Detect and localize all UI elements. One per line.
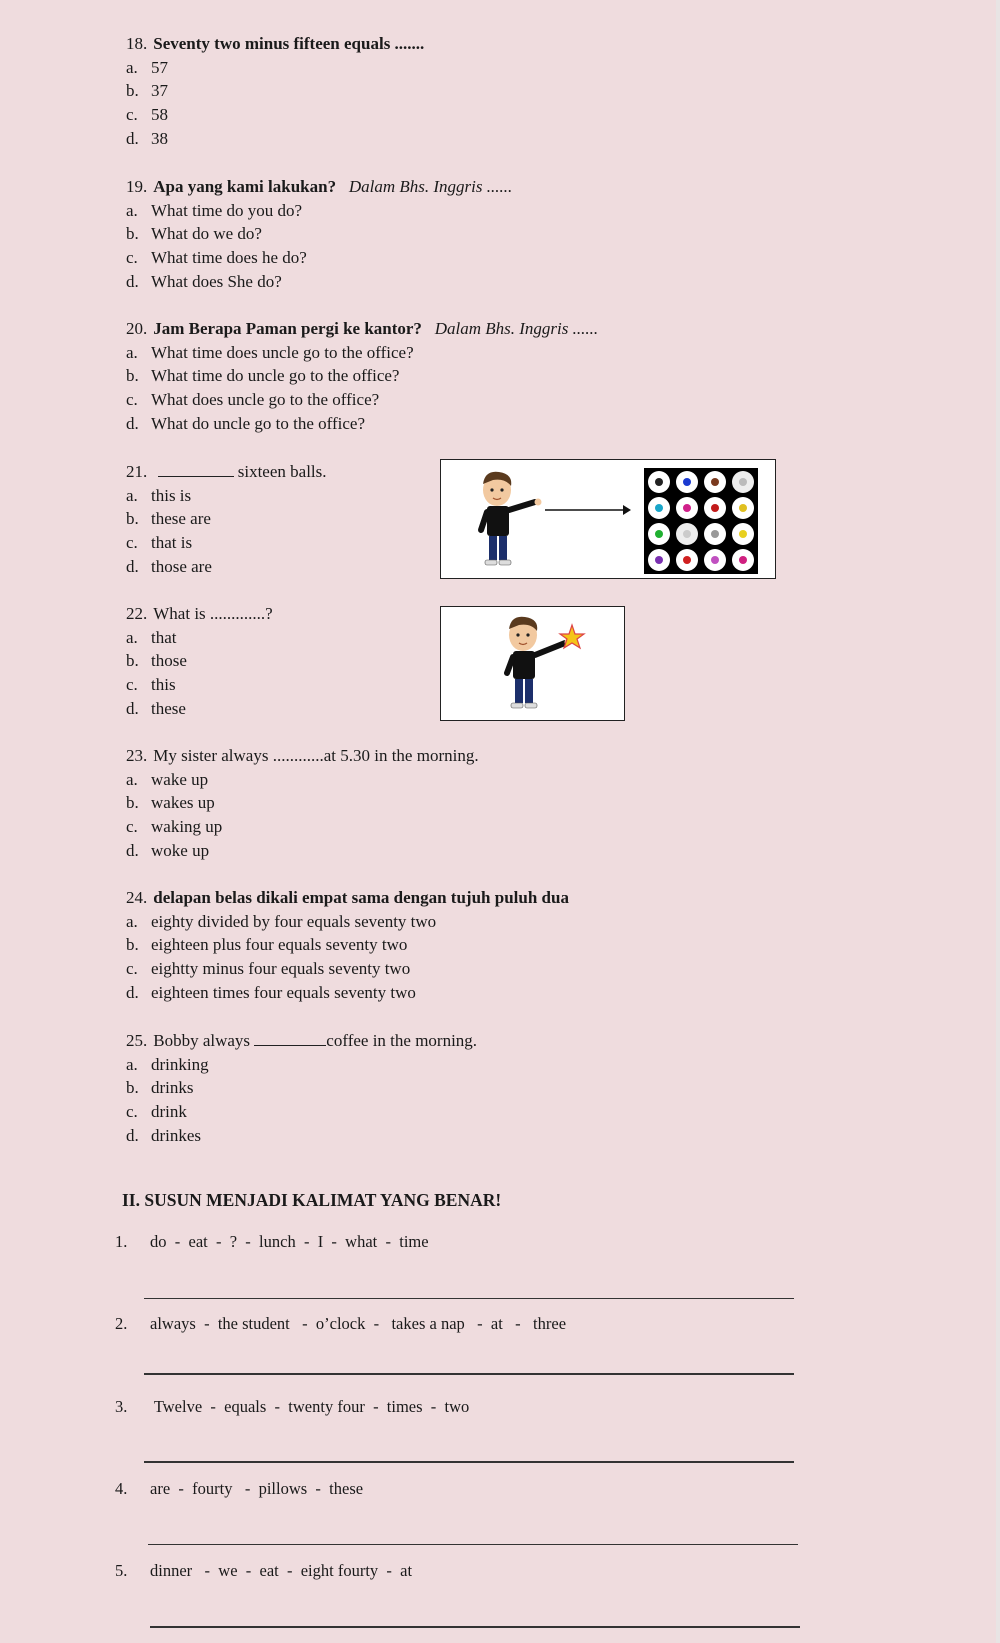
item-words: are - fourty - pillows - these: [150, 1479, 364, 1498]
option[interactable]: [126, 246, 512, 270]
option-text: these are: [151, 509, 211, 529]
option-letter: c.: [126, 248, 138, 268]
option-text: woke up: [151, 840, 210, 860]
question-text: delapan belas dikali empat sama dengan tujuh puluh dua: [153, 888, 569, 907]
option[interactable]: [126, 484, 327, 508]
question-number: 22.: [126, 604, 148, 623]
option[interactable]: [126, 1100, 477, 1124]
question-22: [126, 602, 273, 721]
question-21: [126, 460, 327, 579]
option-letter: d.: [126, 840, 139, 860]
option-text: this: [151, 675, 176, 695]
option-text: eightty minus four equals seventy two: [151, 959, 411, 979]
scramble-item-4: [115, 1479, 363, 1499]
scramble-item-1: [115, 1232, 429, 1252]
question-text: My sister always ............at 5.30 in the morning.: [153, 746, 479, 765]
option[interactable]: [126, 79, 424, 103]
option-letter: c.: [126, 675, 138, 695]
option[interactable]: [126, 910, 569, 934]
scramble-item-2: [115, 1314, 566, 1334]
option-letter: b.: [126, 366, 139, 386]
option-letter: c.: [126, 817, 138, 837]
question-text: Jam Berapa Paman pergi ke kantor?: [153, 319, 422, 338]
option[interactable]: [126, 697, 273, 721]
item-words: dinner - we - eat - eight fourty - at: [150, 1561, 413, 1580]
question-number: 23.: [126, 746, 148, 765]
option-letter: b.: [126, 224, 139, 244]
question-text: sixteen balls.: [237, 462, 327, 481]
option-letter: d.: [126, 271, 139, 291]
option-text: these: [151, 698, 186, 718]
item-number: 2.: [115, 1314, 128, 1333]
option-letter: c.: [126, 533, 138, 553]
option-text: eighty divided by four equals seventy two: [151, 911, 437, 931]
option[interactable]: [126, 815, 479, 839]
option[interactable]: [126, 199, 512, 223]
option[interactable]: [126, 1124, 477, 1148]
option-text: What do we do?: [151, 224, 262, 244]
option[interactable]: [126, 127, 424, 151]
question-hint: Dalam Bhs. Inggris ......: [434, 319, 599, 338]
question-number: 25.: [126, 1031, 148, 1050]
option-text: wake up: [151, 769, 209, 789]
option[interactable]: [126, 103, 424, 127]
option-letter: a.: [126, 1054, 138, 1074]
option-text: waking up: [151, 817, 223, 837]
option[interactable]: [126, 56, 424, 80]
option-text: drinks: [151, 1078, 194, 1098]
option-text: eighteen plus four equals seventy two: [151, 935, 408, 955]
item-words: always - the student - o’clock - takes a nap - at - three: [150, 1314, 567, 1333]
option-text: 37: [151, 81, 168, 101]
option-letter: a.: [126, 200, 138, 220]
question-number: 24.: [126, 888, 148, 907]
option-letter: a.: [126, 485, 138, 505]
item-number: 1.: [115, 1232, 128, 1251]
option-letter: d.: [126, 128, 139, 148]
option-text: What does uncle go to the office?: [151, 390, 380, 410]
item-number: 3.: [115, 1397, 128, 1416]
option[interactable]: [126, 839, 479, 863]
option[interactable]: [126, 957, 569, 981]
option-letter: a.: [126, 57, 138, 77]
option-letter: b.: [126, 509, 139, 529]
option-letter: a.: [126, 342, 138, 362]
boy-holding-star-icon: [441, 607, 624, 720]
option[interactable]: [126, 507, 327, 531]
option-text: 58: [151, 105, 168, 125]
option-text: that: [151, 627, 177, 647]
option-text: that is: [151, 533, 193, 553]
question-number: 18.: [126, 34, 148, 53]
illustration-boy-pointing-balls: [440, 459, 776, 579]
answer-blank[interactable]: [254, 1030, 326, 1046]
option-text: 38: [151, 128, 168, 148]
question-text: Bobby always: [153, 1031, 251, 1050]
option-text: 57: [151, 57, 168, 77]
option-letter: b.: [126, 651, 139, 671]
option[interactable]: [126, 673, 273, 697]
option-letter: d.: [126, 698, 139, 718]
page-edge: [996, 0, 1000, 1643]
question-text: Seventy two minus fifteen equals .......: [153, 34, 425, 53]
option-text: What time do you do?: [151, 200, 303, 220]
answer-line-4[interactable]: [148, 1544, 798, 1545]
option-letter: b.: [126, 1078, 139, 1098]
answer-line-3[interactable]: [144, 1461, 794, 1463]
question-number: 20.: [126, 319, 148, 338]
option-text: those are: [151, 556, 212, 576]
option[interactable]: [126, 626, 273, 650]
option-letter: c.: [126, 959, 138, 979]
question-25: [126, 1029, 477, 1148]
item-number: 5.: [115, 1561, 128, 1580]
answer-blank[interactable]: [158, 461, 234, 477]
option-letter: d.: [126, 982, 139, 1002]
option[interactable]: [126, 341, 598, 365]
question-23: [126, 744, 479, 863]
option-text: wakes up: [151, 793, 215, 813]
option-text: What do uncle go to the office?: [151, 413, 365, 433]
scramble-item-3: [115, 1397, 469, 1417]
item-words: Twelve - equals - twenty four - times - two: [150, 1397, 470, 1416]
answer-line-1[interactable]: [144, 1298, 794, 1299]
illustration-boy-star: [440, 606, 625, 721]
option-letter: b.: [126, 793, 139, 813]
option-text: drinkes: [151, 1125, 202, 1145]
option-letter: a.: [126, 911, 138, 931]
option-text: What time does he do?: [151, 248, 307, 268]
option-letter: d.: [126, 556, 139, 576]
option[interactable]: [126, 791, 479, 815]
question-text: Apa yang kami lakukan?: [153, 177, 337, 196]
option[interactable]: [126, 649, 273, 673]
option-letter: b.: [126, 935, 139, 955]
option[interactable]: [126, 412, 598, 436]
option[interactable]: [126, 388, 598, 412]
question-number: 21.: [126, 462, 148, 481]
option[interactable]: [126, 981, 569, 1005]
option-text: What does She do?: [151, 271, 282, 291]
boy-pointing-icon: [441, 460, 775, 578]
option-text: those: [151, 651, 187, 671]
answer-line-2[interactable]: [144, 1373, 794, 1375]
option[interactable]: [126, 1053, 477, 1077]
section-title: II. SUSUN MENJADI KALIMAT YANG BENAR!: [122, 1190, 502, 1210]
answer-line-5[interactable]: [150, 1626, 800, 1628]
item-words: do - eat - ? - lunch - I - what - time: [150, 1232, 429, 1251]
option-letter: d.: [126, 1125, 139, 1145]
option[interactable]: [126, 1076, 477, 1100]
question-text-end: coffee in the morning.: [326, 1031, 478, 1050]
question-hint: Dalam Bhs. Inggris ......: [348, 177, 513, 196]
option-text: eighteen times four equals seventy two: [151, 982, 416, 1002]
option[interactable]: [126, 270, 512, 294]
option-text: What time does uncle go to the office?: [151, 342, 414, 362]
option-text: drink: [151, 1102, 187, 1122]
option-text: this is: [151, 485, 192, 505]
option[interactable]: [126, 364, 598, 388]
question-18: [126, 32, 424, 151]
option-letter: a.: [126, 627, 138, 647]
question-number: 19.: [126, 177, 148, 196]
question-24: [126, 886, 569, 1005]
option-text: What time do uncle go to the office?: [151, 366, 400, 386]
item-number: 4.: [115, 1479, 128, 1498]
option[interactable]: [126, 222, 512, 246]
option-letter: c.: [126, 390, 138, 410]
option-letter: b.: [126, 81, 139, 101]
option-letter: d.: [126, 413, 139, 433]
question-19: [126, 175, 512, 294]
question-text: What is .............?: [153, 604, 273, 623]
option[interactable]: [126, 531, 327, 555]
option-letter: c.: [126, 105, 138, 125]
question-20: [126, 317, 598, 436]
option[interactable]: [126, 933, 569, 957]
option[interactable]: [126, 555, 327, 579]
option-letter: a.: [126, 769, 138, 789]
option-letter: c.: [126, 1102, 138, 1122]
scramble-item-5: [115, 1561, 412, 1581]
option-text: drinking: [151, 1054, 209, 1074]
option[interactable]: [126, 768, 479, 792]
